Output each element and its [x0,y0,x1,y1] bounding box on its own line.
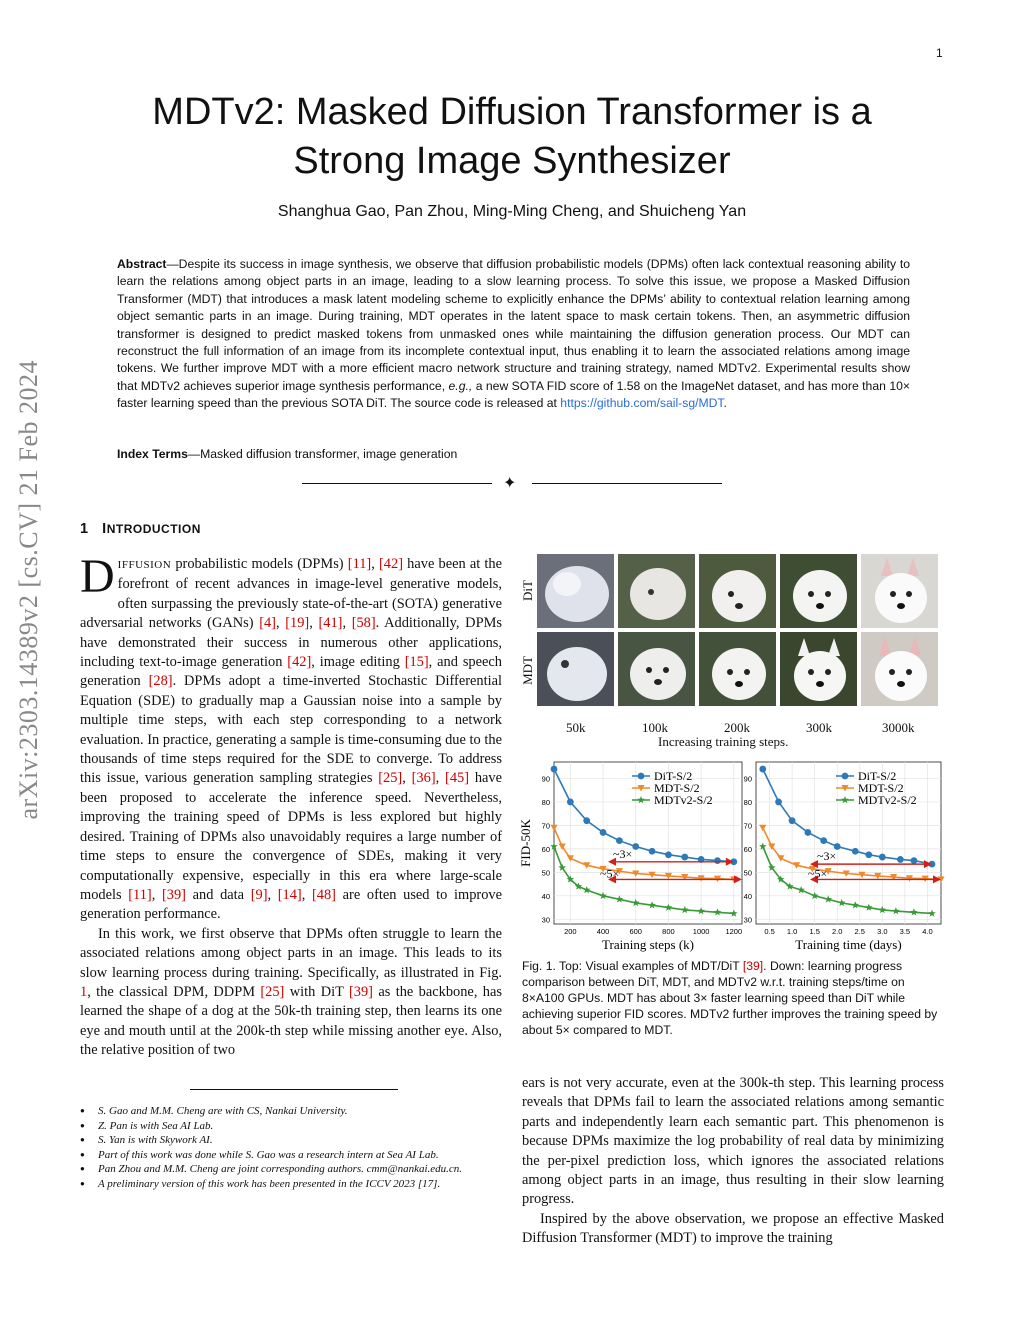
dit-data-point [567,799,574,806]
mdtv2-data-point [768,864,776,871]
citation-link[interactable]: [58] [351,615,376,632]
mdt-data-point [777,855,784,861]
mdtv2-data-point [892,907,900,914]
y-tick-label: 60 [541,844,550,854]
series-line [763,828,941,880]
separator-line-right [532,483,722,484]
x-tick-label: 1200 [725,927,743,936]
legend-entry: MDTv2-S/2 [858,793,917,807]
y-tick-label: 50 [743,868,752,878]
y-tick-label: 80 [743,797,752,807]
intro-p1-text: , [435,770,446,787]
y-tick-label: 90 [541,774,550,784]
intro-p1-text: , [151,886,162,903]
separator-diamond-icon: ✦ [503,475,517,492]
step-label-100k: 100k [642,720,668,735]
caption-text: Fig. 1. Top: Visual examples of MDT/DiT [522,959,743,973]
page-number: 1 [936,46,943,60]
mdt-data-point [567,855,574,861]
series-line [554,769,734,862]
x-axis-label: Training steps (k) [602,937,694,952]
author-list: Shanghua Gao, Pan Zhou, Ming-Ming Cheng, and Shuicheng Yan [277,203,747,220]
y-tick-label: 90 [743,774,752,784]
right-paragraph-2: Inspired by the above observation, we propose an effective Masked Diffusion Transformer (MDT) to improve the training [522,1210,944,1247]
citation-link[interactable]: [25] [260,983,285,1000]
citation-link[interactable]: 1 [80,983,88,1000]
caption-text: . Down: learning progress comparison between DiT, MDT, and MDTv2 w.r.t. training steps/time on 8×A100 GPUs. MDT has about 3× faster learning speed than DiT while achieving superior FID scores. MDTv2 further improves the training speed by about 5× compared to MDT. [522,959,938,1037]
citation-link[interactable]: [19] [285,615,310,632]
dit-data-point [649,848,656,855]
citation-link[interactable]: [36] [411,770,436,787]
annotation-3x: ~3× [817,849,837,864]
y-tick-label: 50 [541,868,550,878]
sample-image-dit-100k [618,554,695,628]
intro-p1-text: probabilistic models (DPMs) [171,556,348,572]
footnote-item: ● Pan Zhou and M.M. Cheng are joint corresponding authors. cmm@nankai.edu.cn. [80,1162,502,1177]
citation-link[interactable]: [39] [742,959,764,973]
dit-data-point [759,766,766,773]
dit-data-point [551,766,558,773]
sample-image-mdt-3000k [861,632,938,706]
row-label-mdt: MDT [520,656,535,685]
intro-p1-text: , [267,886,278,903]
title-line-1: MDTv2: Masked Diffusion Transformer is a [152,91,872,133]
citation-link[interactable]: [39] [349,983,373,1000]
row-label-dit: DiT [520,580,535,601]
paper-title [80,88,944,186]
y-tick-label: 30 [743,915,752,925]
dit-data-point [714,857,721,864]
citation-link[interactable]: [15] [404,654,429,671]
fid-vs-time-chart [734,752,946,952]
intro-p1-text: , [301,886,312,903]
fid-vs-steps-chart [510,752,746,952]
legend-entry: DiT-S/2 [654,769,693,783]
x-tick-label: 800 [662,927,675,936]
citation-link[interactable]: [39] [161,886,186,903]
series-line [554,828,734,880]
abstract [117,256,910,413]
annotation-5x: ~5× [808,866,828,881]
x-tick-label: 4.0 [922,927,933,936]
intro-p2-text: , the classical DPM, DDPM [87,983,261,1000]
footnote-item: ● A preliminary version of this work has been presented in the ICCV 2023 [17]. [80,1177,502,1192]
dit-data-point [842,773,849,780]
sample-image-dit-50k [537,554,614,628]
intro-p1-text: have been at the forefront of recent advances in image-level generative models, often surpassing the previously state-of-the-art (SOTA) generative adversarial networks (GANs) [80,556,502,632]
footnote-item: ● Z. Pan is with Sea AI Lab. [80,1119,502,1134]
mdtv2-data-point [865,904,873,911]
mdt-data-point [550,825,557,831]
y-tick-label: 30 [541,915,550,925]
citation-link[interactable]: [25] [378,770,403,787]
footnote-item: ● Part of this work was done while S. Gao was a research intern at Sea AI Lab. [80,1148,502,1163]
abstract-end: . [723,396,727,411]
y-tick-label: 70 [743,821,752,831]
step-label-50k: 50k [566,720,586,735]
annotation-5x: ~5× [600,866,620,881]
citation-link[interactable]: [11] [347,556,372,572]
annotation-3x: ~3× [613,846,633,861]
abstract-eg: e.g., [448,378,473,393]
section-heading [80,521,201,537]
footnote-rule [190,1089,398,1090]
step-label-200k: 200k [724,720,750,735]
sample-image-mdt-50k [537,632,614,706]
dit-data-point [638,773,645,780]
legend-entry: MDT-S/2 [858,781,904,795]
sample-image-dit-3000k [861,554,938,628]
intro-p1-text: , [275,615,286,632]
intro-p1-text: are often used to improve generation performance. [80,886,502,923]
mdtv2-data-point [824,895,832,902]
sample-image-mdt-100k [618,632,695,706]
dit-data-point [804,829,811,836]
arxiv-identifier [14,360,60,945]
plot-frame [756,762,941,924]
drop-cap: D [80,550,115,603]
dit-data-point [600,829,607,836]
legend-entry: DiT-S/2 [858,769,897,783]
dit-data-point [865,851,872,858]
dit-data-point [879,854,886,861]
intro-p1-text: , image editing [311,654,405,671]
drop-cap-smallcaps: IFFUSION [117,559,172,571]
step-label-3000k: 3000k [882,720,915,735]
x-tick-label: 1.5 [809,927,820,936]
dit-data-point [681,854,688,861]
figure-caption [522,958,944,1038]
intro-paragraph-1 [80,550,503,925]
sample-image-dit-300k [780,554,857,628]
series-line [763,769,932,864]
x-tick-label: 200 [564,927,577,936]
y-tick-label: 80 [541,797,550,807]
citation-link[interactable]: [42] [287,654,312,671]
mdtv2-data-point [910,908,918,915]
intro-paragraph-2 [80,925,502,1061]
intro-p1-text: have been proposed to accelerate the inference speed. Nevertheless, improving the training speed of DPMs is less explored but highly desired. Training of DPMs also unavoidably requires a large number of time steps to ensure the convergence of SDEs, making it very computationally expensive, especially in this era where large-scale models [80,770,503,903]
intro-p2-text: In this work, we first observe that DPMs often struggle to learn the associated relations among object parts in an image. This leads to its slow learning process during training. Specifically, as illustrated in Fig. [80,925,502,981]
citation-link[interactable]: [42] [379,556,403,572]
citation-link[interactable]: [11] [128,886,152,903]
intro-p1-text: , [371,556,380,572]
dit-data-point [632,843,639,850]
citation-link[interactable]: [48] [312,886,336,903]
x-tick-label: 600 [629,927,642,936]
mdt-data-point [759,825,766,831]
abstract-text-2: a new SOTA FID score of 1.58 on the ImageNet dataset, and has more than 10× faster learning speed than the previous SOTA DiT. The source code is released at [117,378,910,411]
mdtv2-data-point [681,906,689,913]
y-tick-label: 70 [541,821,550,831]
source-code-link[interactable]: https://github.com/sail-sg/MDT [560,396,724,411]
plot-frame [554,762,742,924]
dit-data-point [775,799,782,806]
sample-image-mdt-200k [699,632,776,706]
intro-p1-text: , [309,615,319,632]
right-paragraph-1: ears is not very accurate, even at the 300k-th step. This learning process reveals that DPMs fail to learn the associated relations among semantic parts and independently learn each semantic part. This phenomenon is because DPMs maximize the log probability of real data by minimizing the per-pixel prediction loss, which ignores the associated relations among object parts in an image, thus resulting in their slow learning progress. [522,1075,944,1208]
index-terms-label: Index Terms [117,447,188,461]
intro-p1-text: , [402,770,412,787]
citation-link[interactable]: [14] [277,886,302,903]
x-axis-label: Training time (days) [795,937,902,952]
intro-p1-text: . Additionally, DPMs have demonstrated their success in numerous other applications, including text-to-image generation [80,615,502,671]
section-title-rest: NTRODUCTION [106,522,201,536]
y-tick-label: 40 [541,891,550,901]
mdtv2-data-point [714,908,722,915]
intro-p2-text: with DiT [284,983,349,1000]
mdtv2-data-point [616,895,624,902]
mdtv2-data-point [648,901,656,908]
intro-p1-text: , [342,615,352,632]
intro-paragraph-1-body [80,550,503,923]
mdtv2-data-point [583,886,591,893]
legend-entry: MDT-S/2 [654,781,700,795]
title-line-2: Strong Image Synthesizer [293,140,731,182]
dit-data-point [911,857,918,864]
intro-p1-text: , and speech generation [80,654,502,690]
footnote-item: ● S. Gao and M.M. Cheng are with CS, Nankai University. [80,1104,502,1119]
index-terms [117,447,910,461]
dit-data-point [897,856,904,863]
mdtv2-data-point [852,901,860,908]
x-tick-label: 1.0 [786,927,798,936]
dit-data-point [852,848,859,855]
citation-link[interactable]: [28] [148,673,173,690]
section-title-initial: I [102,521,107,537]
x-tick-label: 400 [596,927,610,936]
intro-p1-text: . DPMs adopt a time-inverted Stochastic Differential Equation (SDE) to gradually map a Gaussian noise into a sample by multiple time steps, with each step corresponding to a network evaluation. In practice, generating a sample is time-consuming due to the thousands of time steps required for the SDE to converge. To address this issue, various generation sampling strategies [80,673,502,787]
y-tick-label: 40 [743,891,752,901]
left-column [80,550,503,1061]
index-terms-text: —Masked diffusion transformer, image generation [187,447,458,461]
citation-link[interactable]: [9] [250,886,268,903]
right-column [522,1074,944,1249]
y-axis-label: FID-50K [518,819,533,867]
x-tick-label: 2.5 [854,927,865,936]
mdtv2-data-point [838,899,846,906]
mdtv2-data-point [558,864,566,871]
footnotes [80,1104,502,1191]
arxiv-identifier-text: arXiv:2303.14389v2 [cs.CV] 21 Feb 2024 [14,360,43,820]
section-number: 1 [80,521,89,537]
sample-image-mdt-300k [780,632,857,706]
footnote-item: ● S. Yan is with Skywork AI. [80,1133,502,1148]
intro-p2-text: as the backbone, has learned the shape of a dog at the 50k-th training step, then learns its one eye and mouth until at the 200k-th step while missing another eye. Also, the relative position of two [80,983,502,1059]
dit-data-point [665,851,672,858]
x-tick-label: 3.5 [899,927,911,936]
citation-link[interactable]: [45] [445,770,470,787]
dit-data-point [789,817,796,824]
dit-data-point [820,837,827,844]
sample-image-dit-200k [699,554,776,628]
mdtv2-data-point [928,909,936,916]
intro-p1-text: and data [185,886,251,903]
dit-data-point [583,817,590,824]
step-label-300k: 300k [806,720,832,735]
citation-link[interactable]: [4] [259,615,276,632]
x-tick-label: 3.0 [877,927,888,936]
x-tick-label: 0.5 [764,927,775,936]
abstract-text: —Despite its success in image synthesis, we observe that diffusion probabilistic models (DPMs) often lack contextual reasoning ability to learn the relations among object parts in an image, leading to a slow learning process. To solve this issue, we propose a Masked Diffusion Transformer (MDT) that introduces a mask latent modeling scheme to explicitly enhance the DPMs’ ability to contextual relation learning among object semantic parts in an image. During training, MDT operates in the latent space to mask certain tokens. Then, an asymmetric diffusion transformer is designed to predict masked tokens from unmasked ones while maintaining the diffusion generation process. Our MDT can reconstruct the full information of an image from its incomplete contextual input, thus enabling it to learn the associated relations among image tokens. We further improve MDT with a more efficient macro network structure and training strategy, named MDTv2. Experimental results show that MDTv2 achieves superior image synthesis performance, [117,257,910,393]
mdtv2-data-point [797,886,805,893]
x-tick-label: 2.0 [832,927,843,936]
legend-entry: MDTv2-S/2 [654,793,713,807]
separator-line-left [302,483,492,484]
x-tick-label: 1000 [692,927,710,936]
y-tick-label: 60 [743,844,752,854]
dit-data-point [616,837,623,844]
training-steps-caption: Increasing training steps. [658,734,789,749]
abstract-label: Abstract [117,257,167,271]
citation-link[interactable]: [41] [318,615,343,632]
